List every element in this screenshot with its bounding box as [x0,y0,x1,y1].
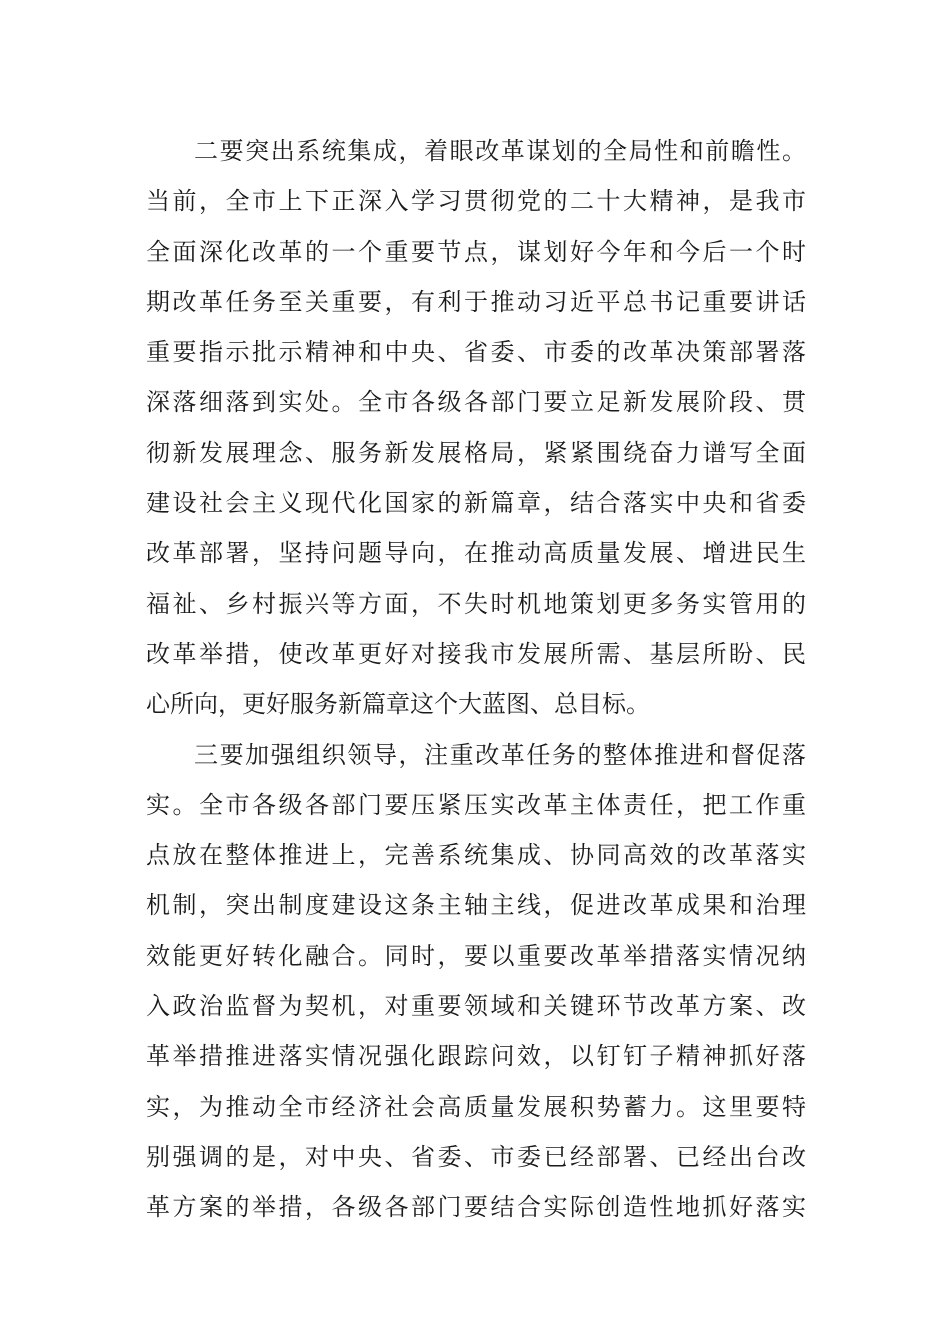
paragraph-line: 二要突出系统集成，着眼改革谋划的全局性和前瞻性。 [194,137,806,165]
paragraph-line: 当前，全市上下正深入学习贯彻党的二十大精神，是我市 [146,187,806,216]
paragraph-line: 革方案的举措，各级各部门要结合实际创造性地抓好落实 [146,1193,806,1222]
paragraph-line: 点放在整体推进上，完善系统集成、协同高效的改革落实 [146,841,806,870]
paragraph-line: 改革举措，使改革更好对接我市发展所需、基层所盼、民 [146,639,806,668]
paragraph-line: 机制，突出制度建设这条主轴主线，促进改革成果和治理 [146,891,806,920]
paragraph-line: 实。全市各级各部门要压紧压实改革主体责任，把工作重 [146,790,806,819]
paragraph-line: 效能更好转化融合。同时，要以重要改革举措落实情况纳 [146,941,806,970]
paragraph-line: 重要指示批示精神和中央、省委、市委的改革决策部署落 [146,338,806,367]
paragraph-3 [146,730,806,1233]
paragraph-line: 福祉、乡村振兴等方面，不失时机地策划更多务实管用的 [146,589,806,618]
paragraph-line: 建设社会主义现代化国家的新篇章，结合落实中央和省委 [146,489,806,518]
paragraph-line: 心所向，更好服务新篇章这个大蓝图、总目标。 [146,690,650,719]
paragraph-line: 改革部署，坚持问题导向，在推动高质量发展、增进民生 [146,539,806,568]
paragraph-line: 深落细落到实处。全市各级各部门要立足新发展阶段、贯 [146,388,806,417]
paragraph-line: 入政治监督为契机，对重要领域和关键环节改革方案、改 [146,992,806,1021]
paragraph-line: 全面深化改革的一个重要节点，谋划好今年和今后一个时 [146,237,806,266]
paragraph-line: 别强调的是，对中央、省委、市委已经部署、已经出台改 [146,1142,806,1171]
paragraph-line: 彻新发展理念、服务新发展格局，紧紧围绕奋力谱写全面 [146,438,806,467]
paragraph-line: 革举措推进落实情况强化跟踪问效，以钉钉子精神抓好落 [146,1042,806,1071]
paragraph-line: 实，为推动全市经济社会高质量发展积势蓄力。这里要特 [146,1092,806,1121]
paragraph-line: 期改革任务至关重要，有利于推动习近平总书记重要讲话 [146,287,806,316]
document-body [146,126,806,1233]
paragraph-2 [146,126,806,730]
paragraph-line: 三要加强组织领导，注重改革任务的整体推进和督促落 [194,740,806,769]
